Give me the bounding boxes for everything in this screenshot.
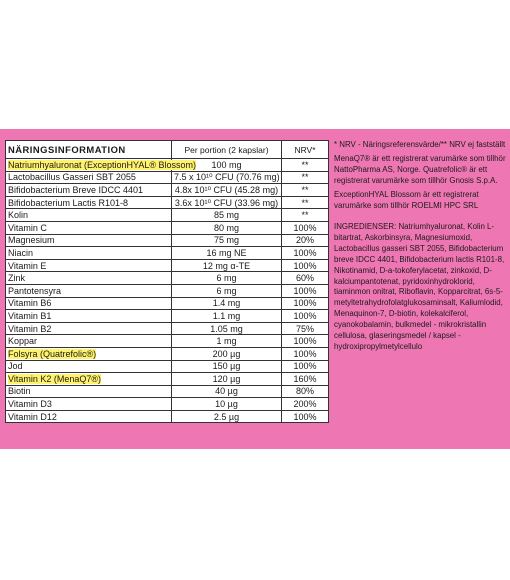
nutrient-name: Biotin <box>6 385 172 398</box>
table-row <box>6 398 329 411</box>
table-row <box>6 247 329 260</box>
table-row <box>6 347 329 360</box>
nutrient-nrv: 100% <box>282 335 329 348</box>
nutrient-nrv: ** <box>282 159 329 172</box>
nutrient-amount: 4.8x 10¹⁰ CFU (45.28 mg) <box>172 184 282 197</box>
nutrient-name: Bifidobacterium Breve IDCC 4401 <box>6 184 172 197</box>
nutrient-amount: 85 mg <box>172 209 282 222</box>
nutrient-name: Vitamin D3 <box>6 398 172 411</box>
table-row <box>6 310 329 323</box>
table-row <box>6 410 329 423</box>
table-row <box>6 284 329 297</box>
trademark-note-exceptionhyal: ExceptionHYAL Blossom är ett registrerat varumärke som tillhör ROELMI HPC SRL <box>334 189 479 210</box>
nutrient-amount: 10 µg <box>172 398 282 411</box>
table-row <box>6 234 329 247</box>
nutrient-nrv: 160% <box>282 373 329 386</box>
nutrient-nrv: 80% <box>282 385 329 398</box>
highlighted-ingredient: Vitamin K2 (MenaQ7®) <box>8 373 102 384</box>
nutrient-nrv: 100% <box>282 221 329 234</box>
nutrition-rows <box>6 159 329 423</box>
nutrient-amount: 1.1 mg <box>172 310 282 323</box>
nutrition-table <box>5 140 329 423</box>
table-row <box>6 171 329 184</box>
nutrient-nrv: ** <box>282 184 329 197</box>
nutrient-amount: 12 mg α-TE <box>172 259 282 272</box>
nutrient-name: Vitamin C <box>6 221 172 234</box>
table-row <box>6 221 329 234</box>
nutrient-nrv: 100% <box>282 247 329 260</box>
table-row <box>6 335 329 348</box>
nutrient-name: Vitamin B2 <box>6 322 172 335</box>
ingredients-text: INGREDIENSER: Natriumhyaluronat, Kolin L-bitartrat, Askorbinsyra, Magnesiumoxid, Lactobacillus gasseri SBT 2055, Bifidobacterium breve IDCC 4401, Bifidobacterium lactis R101-8, Nikotinamid, D-a-tokoferylacetat, zinkoxid, D-kalciumpantotenat, pyridoxinhydroklorid, tiaminmon onitrat, Riboflavin, Kopparcitrat, 6s-5-metyltetrahydrofolatglukosaminsalt, Kaliumlodid, Menaquinon-7, D-biotin, kolekalciferol, cyanokobalamin, bulkmedel - mikrokristallin cellulosa, glaseringsmedel / kapsel -hydroxipropylmetylcellulo <box>334 222 505 351</box>
nutrient-name: Magnesium <box>6 234 172 247</box>
table-header-row <box>6 141 329 159</box>
table-row <box>6 322 329 335</box>
nutrient-amount: 75 mg <box>172 234 282 247</box>
table-row <box>6 196 329 209</box>
nutrient-amount: 120 µg <box>172 373 282 386</box>
nutrient-nrv: 20% <box>282 234 329 247</box>
nutrient-nrv: 75% <box>282 322 329 335</box>
nutrient-amount: 100 mg <box>172 159 282 172</box>
nutrient-amount: 40 µg <box>172 385 282 398</box>
nutrient-name: Lactobacillus Gasseri SBT 2055 <box>6 171 172 184</box>
nutrient-nrv: 100% <box>282 259 329 272</box>
notes-column <box>334 140 508 353</box>
nutrient-name <box>6 373 172 386</box>
nutrient-amount: 3.6x 10¹⁰ CFU (33.96 mg) <box>172 196 282 209</box>
trademark-note-menaq7-quatrefolic: MenaQ7® är ett registrerat varumärke som tillhör NattoPharma AS, Norge. Quatrefolic® är ett registrerat varumärke som tillhör Gnosis S.p.A. <box>334 153 506 185</box>
nutrient-amount: 150 µg <box>172 360 282 373</box>
nutrient-name <box>6 159 197 172</box>
nutrient-name: Vitamin D12 <box>6 410 172 423</box>
table-row <box>6 159 329 172</box>
nutrient-nrv: 100% <box>282 284 329 297</box>
nutrient-name: Vitamin E <box>6 259 172 272</box>
nutrient-nrv: 100% <box>282 360 329 373</box>
nutrient-amount: 80 mg <box>172 221 282 234</box>
header-nutrition-information: NÄRINGSINFORMATION <box>6 141 172 159</box>
nutrient-amount: 2.5 µg <box>172 410 282 423</box>
highlighted-ingredient: Folsyra (Quatrefolic®) <box>8 348 97 359</box>
nutrient-amount: 1.4 mg <box>172 297 282 310</box>
nutrient-nrv: 100% <box>282 297 329 310</box>
header-nrv: NRV* <box>282 141 329 159</box>
highlighted-ingredient: Natriumhyaluronat (ExceptionHYAL® Blossom) <box>8 159 197 170</box>
nutrient-nrv: 200% <box>282 398 329 411</box>
nutrient-name: Bifidobacterium Lactis R101-8 <box>6 196 172 209</box>
nutrient-name <box>6 347 172 360</box>
nutrient-amount: 1 mg <box>172 335 282 348</box>
nutrient-nrv: ** <box>282 209 329 222</box>
table-row <box>6 259 329 272</box>
nutrient-amount: 200 µg <box>172 347 282 360</box>
table-row <box>6 184 329 197</box>
table-row <box>6 385 329 398</box>
table-row <box>6 360 329 373</box>
nutrient-amount: 7.5 x 10¹⁰ CFU (70.76 mg) <box>172 171 282 184</box>
header-per-portion: Per portion (2 kapslar) <box>172 141 282 159</box>
nutrient-nrv: 100% <box>282 310 329 323</box>
nutrient-amount: 6 mg <box>172 272 282 285</box>
nutrient-nrv: ** <box>282 196 329 209</box>
nrv-footnote: * NRV - Näringsreferensvärde/** NRV ej fastställt <box>334 140 506 149</box>
table-row <box>6 373 329 386</box>
nutrient-name: Pantotensyra <box>6 284 172 297</box>
nutrient-name: Zink <box>6 272 172 285</box>
nutrient-name: Vitamin B1 <box>6 310 172 323</box>
nutrient-name: Koppar <box>6 335 172 348</box>
nutrient-amount: 1.05 mg <box>172 322 282 335</box>
nutrient-amount: 6 mg <box>172 284 282 297</box>
nutrient-nrv: 100% <box>282 410 329 423</box>
nutrient-name: Vitamin B6 <box>6 297 172 310</box>
nutrient-name: Kolin <box>6 209 172 222</box>
nutrient-nrv: 60% <box>282 272 329 285</box>
nutrient-nrv: ** <box>282 171 329 184</box>
nutrient-name: Jod <box>6 360 172 373</box>
nutrient-nrv: 100% <box>282 347 329 360</box>
table-row <box>6 297 329 310</box>
table-row <box>6 209 329 222</box>
table-row <box>6 272 329 285</box>
nutrient-name: Niacin <box>6 247 172 260</box>
nutrient-amount: 16 mg NE <box>172 247 282 260</box>
